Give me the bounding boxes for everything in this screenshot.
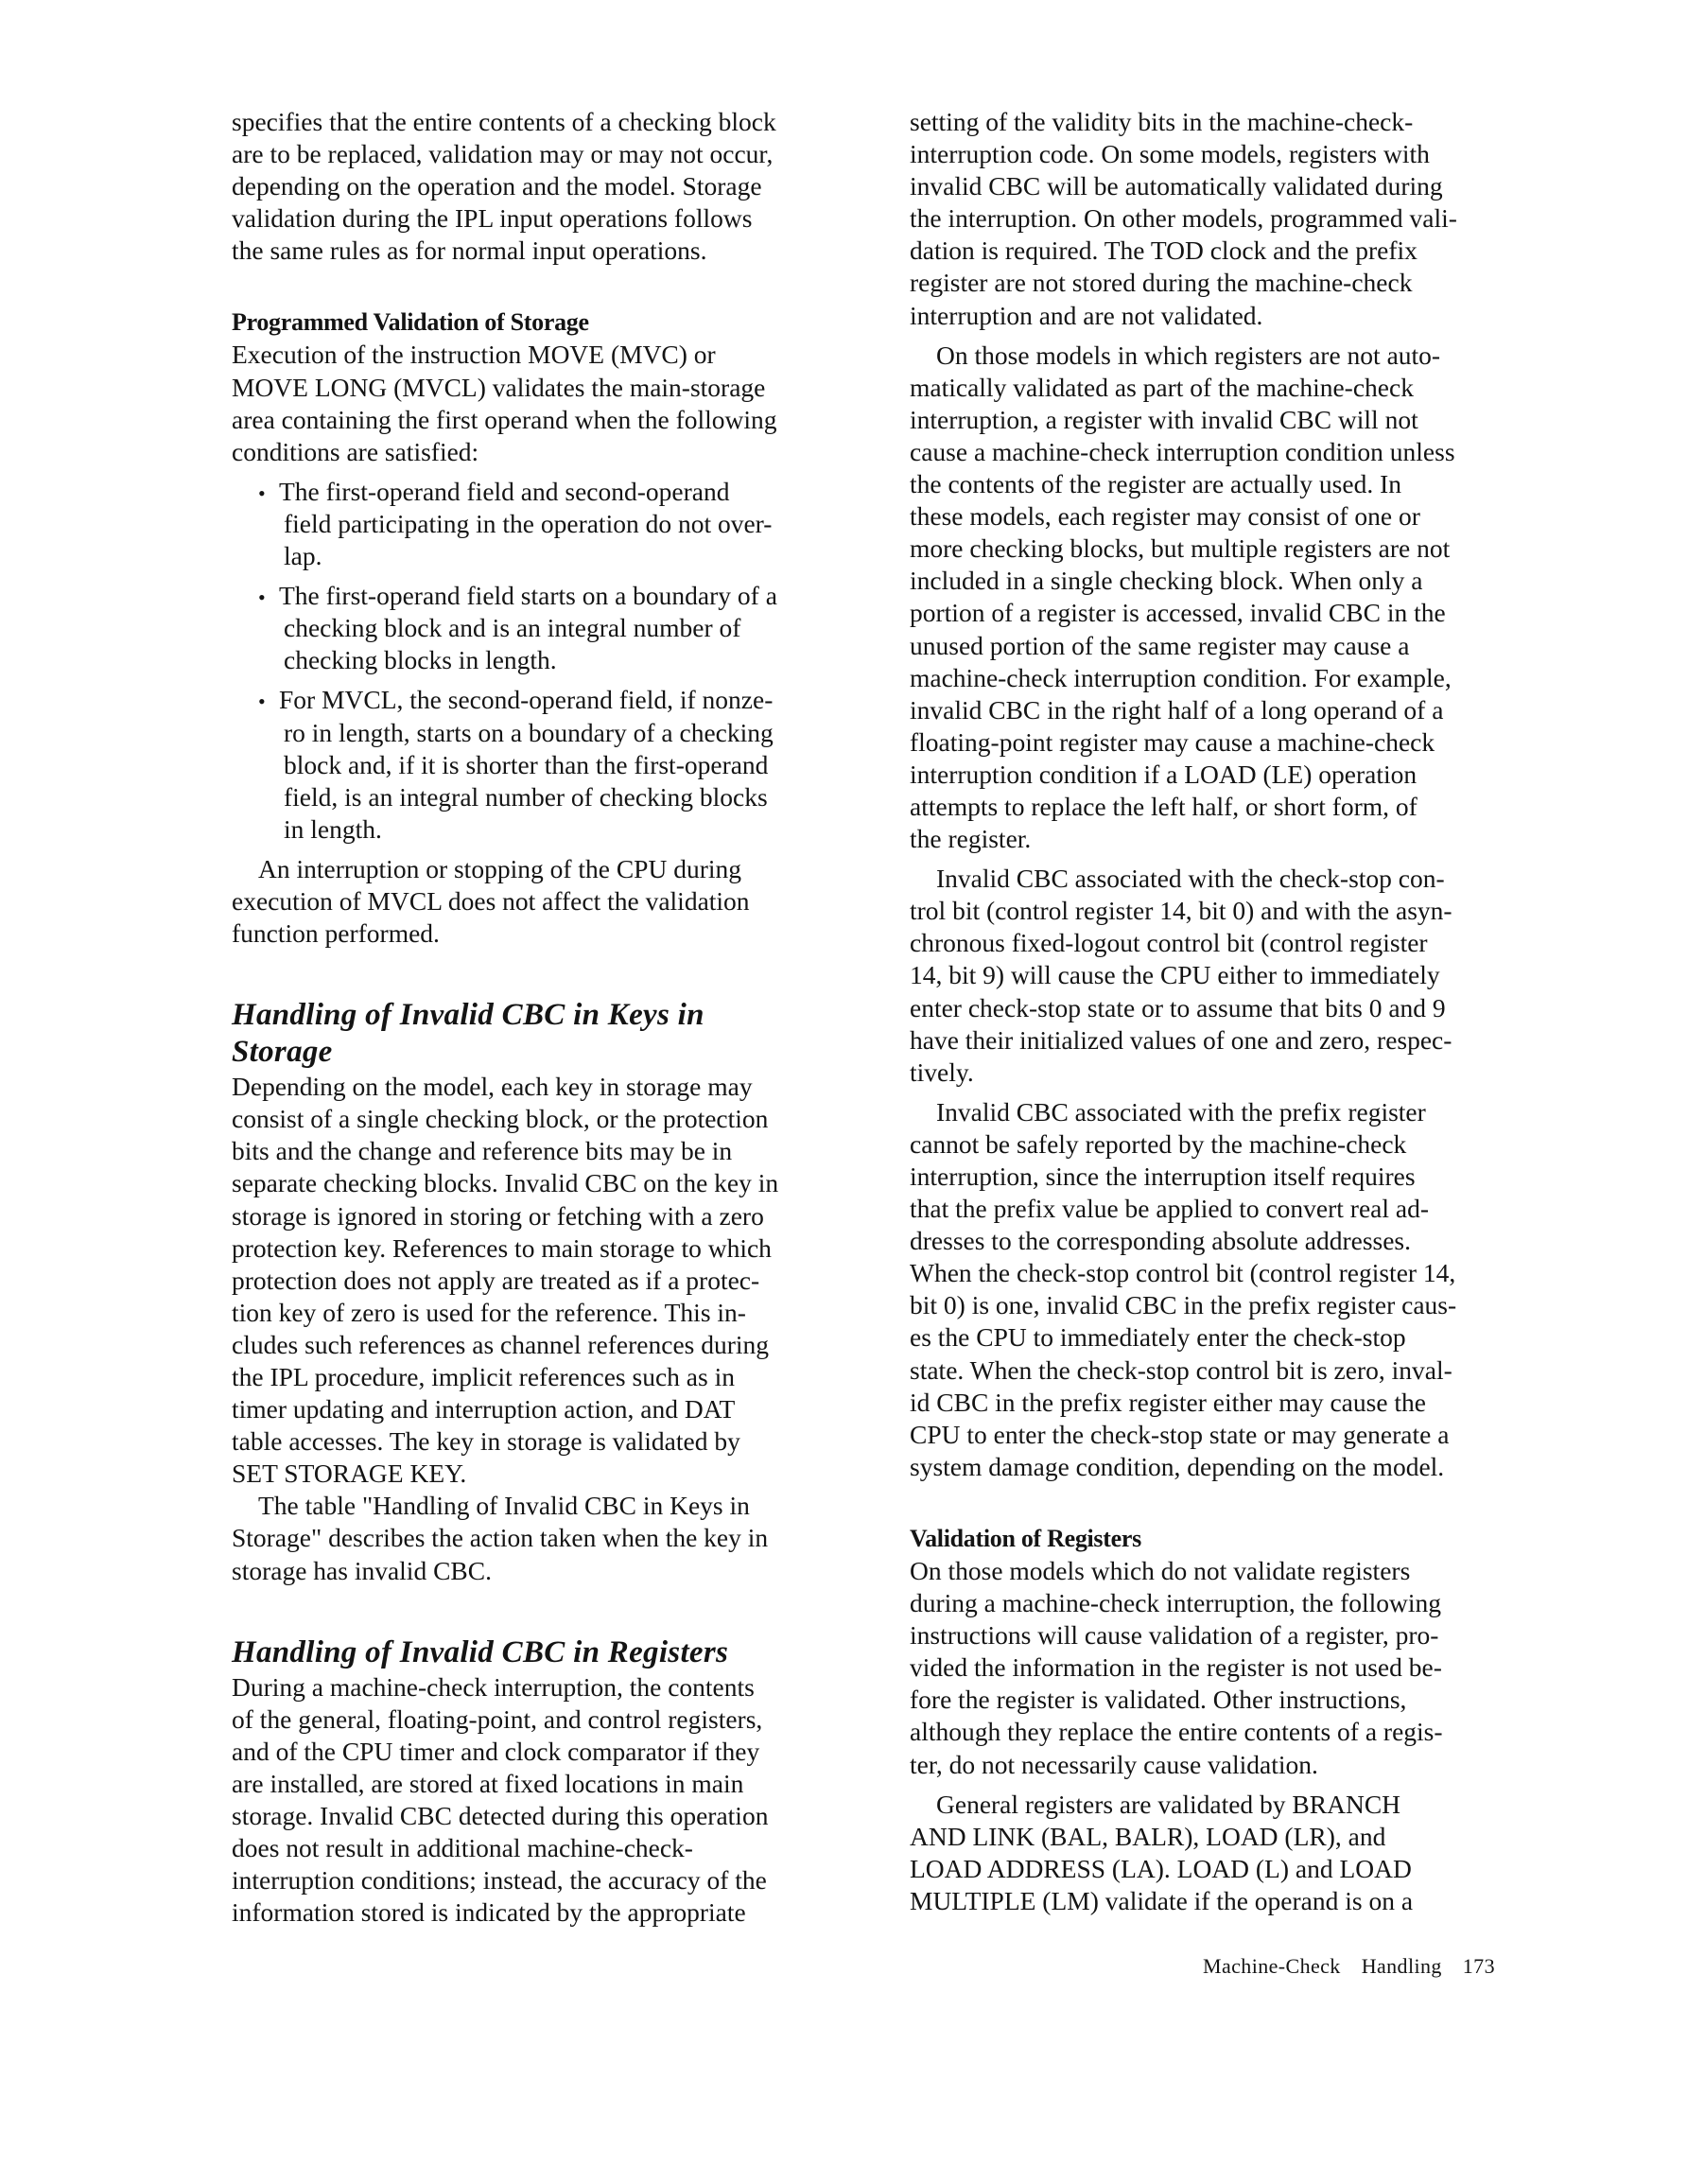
text-line: these models, each register may consist of one or bbox=[910, 501, 1420, 532]
paragraph bbox=[910, 863, 1553, 1089]
text-line: storage is ignored in storing or fetching with a zero bbox=[232, 1200, 764, 1231]
text-line: separate checking blocks. Invalid CBC on the key in bbox=[232, 1168, 779, 1198]
section-subheading: Validation of Registers bbox=[910, 1524, 1141, 1552]
text-line: On those models in which registers are not auto- bbox=[936, 340, 1441, 370]
text-line: cannot be safely reported by the machine-check bbox=[910, 1128, 1407, 1159]
text-line: the interruption. On other models, programmed vali- bbox=[910, 203, 1457, 234]
text-line: An interruption or stopping of the CPU during bbox=[258, 853, 742, 883]
bullet-item: • For MVCL, the second-operand field, if nonze- ro in length, starts on a boundary of a checking block and, if it is shorter than the first-operand field, is an integral number of checking blocks in length. bbox=[258, 685, 774, 844]
text-line: tively. bbox=[910, 1057, 974, 1087]
intro-paragraph bbox=[232, 106, 875, 267]
text-line: dation is required. The TOD clock and the prefix bbox=[910, 236, 1417, 266]
bullet-item: • The first-operand field starts on a boundary of a checking block and is an integral number of checking blocks in length. bbox=[258, 581, 777, 675]
text-line: protection key. References to main storage to which bbox=[232, 1232, 772, 1263]
text-line: interruption, a register with invalid CBC will not bbox=[910, 404, 1418, 434]
text-line: register are not stored during the machine-check bbox=[910, 268, 1413, 298]
text-line: ter, do not necessarily cause validation. bbox=[910, 1749, 1318, 1779]
text-line: When the check-stop control bit (control register 14, bbox=[910, 1258, 1456, 1288]
text-line: instructions will cause validation of a register, pro- bbox=[910, 1620, 1439, 1651]
text-line: state. When the check-stop control bit is zero, inval- bbox=[910, 1354, 1452, 1385]
registers-section bbox=[232, 1634, 875, 1930]
text-line: timer updating and interruption action, and DAT bbox=[232, 1394, 736, 1424]
text-line: more checking blocks, but multiple registers are not bbox=[910, 533, 1451, 564]
text-line: cause a machine-check interruption condition unless bbox=[910, 436, 1455, 466]
text-line: id CBC in the prefix register either may cause the bbox=[910, 1387, 1427, 1417]
keys-section bbox=[232, 997, 875, 1587]
text-line: MULTIPLE (LM) validate if the operand is on a bbox=[910, 1885, 1414, 1915]
text-line: execution of MVCL does not affect the validation bbox=[232, 885, 750, 916]
text-line: The table "Handling of Invalid CBC in Keys in bbox=[258, 1491, 750, 1521]
bullet-icon: • bbox=[258, 585, 266, 610]
text-line: fore the register is validated. Other instructions, bbox=[910, 1685, 1407, 1715]
text-line: interruption condition if a LOAD (LE) operation bbox=[910, 759, 1417, 789]
text-line: chronous fixed-logout control bit (control register bbox=[910, 928, 1428, 958]
text-line: validation during the IPL input operations follows bbox=[232, 203, 753, 234]
text-line: and of the CPU timer and clock comparator if they bbox=[232, 1736, 760, 1766]
text-line: area containing the first operand when the following bbox=[232, 404, 777, 434]
text-line: depending on the operation and the model. Storage bbox=[232, 171, 762, 201]
text-line: 14, bit 9) will cause the CPU either to immediately bbox=[910, 960, 1440, 990]
text-line: cludes such references as channel references during bbox=[232, 1329, 770, 1359]
text-line: storage. Invalid CBC detected during this operation bbox=[232, 1801, 769, 1831]
text-line: machine-check interruption condition. For example, bbox=[910, 662, 1452, 692]
text-line: the register. bbox=[910, 824, 1032, 854]
text-line: interruption, since the interruption itself requires bbox=[910, 1162, 1416, 1191]
text-line: bits and the change and reference bits may be in bbox=[232, 1136, 733, 1166]
text-line: unused portion of the same register may cause a bbox=[910, 630, 1410, 660]
bullet-icon: • bbox=[258, 690, 266, 714]
text-line: invalid CBC will be automatically validated during bbox=[910, 171, 1443, 201]
text-line: dresses to the corresponding absolute addresses. bbox=[910, 1226, 1412, 1256]
footer-chapter: Handling bbox=[1361, 1954, 1442, 1978]
left-column bbox=[232, 106, 875, 1929]
page-number: 173 bbox=[1462, 1954, 1495, 1978]
text-line: LOAD ADDRESS (LA). LOAD (L) and LOAD bbox=[910, 1853, 1412, 1883]
text-line: consist of a single checking block, or the protection bbox=[232, 1104, 769, 1134]
text-line: vided the information in the register is not used be- bbox=[910, 1652, 1442, 1683]
text-line: does not result in additional machine-check- bbox=[232, 1833, 693, 1863]
text-line: table accesses. The key in storage is validated by bbox=[232, 1426, 740, 1457]
text-line: although they replace the entire contents of a regis- bbox=[910, 1717, 1443, 1747]
text-line: es the CPU to immediately enter the check-stop bbox=[910, 1322, 1406, 1353]
text-line: storage has invalid CBC. bbox=[232, 1555, 492, 1585]
text-line: invalid CBC in the right half of a long operand of a bbox=[910, 694, 1444, 725]
text-line: attempts to replace the left half, or short form, of bbox=[910, 791, 1417, 821]
text-line: interruption and are not validated. bbox=[910, 300, 1263, 330]
text-line: setting of the validity bits in the machine-check- bbox=[910, 107, 1414, 136]
validation-registers-section bbox=[910, 1523, 1553, 1917]
text-line: Depending on the model, each key in storage may bbox=[232, 1072, 753, 1102]
paragraph bbox=[910, 340, 1553, 856]
text-line: specifies that the entire contents of a checking block bbox=[232, 107, 776, 136]
text-line: matically validated as part of the machine-check bbox=[910, 372, 1414, 402]
text-line: MOVE LONG (MVCL) validates the main-storage bbox=[232, 372, 766, 402]
section-subheading: Programmed Validation of Storage bbox=[232, 308, 589, 337]
text-line: interruption conditions; instead, the accuracy of the bbox=[232, 1865, 767, 1896]
text-line: are installed, are stored at fixed locations in main bbox=[232, 1768, 744, 1798]
text-line: During a machine-check interruption, the contents bbox=[232, 1671, 755, 1702]
text-line: have their initialized values of one and zero, respec- bbox=[910, 1024, 1452, 1055]
text-line: AND LINK (BAL, BALR), LOAD (LR), and bbox=[910, 1821, 1386, 1851]
footer-section: Machine-Check bbox=[1203, 1954, 1341, 1978]
text-line: CPU to enter the check-stop state or may generate a bbox=[910, 1419, 1450, 1449]
section-heading: Handling of Invalid CBC in Registers bbox=[232, 1634, 729, 1669]
text-line: interruption code. On some models, registers with bbox=[910, 139, 1430, 169]
text-line: the IPL procedure, implicit references such as in bbox=[232, 1362, 735, 1391]
text-line: that the prefix value be applied to convert real ad- bbox=[910, 1194, 1429, 1224]
text-line: Invalid CBC associated with the prefix register bbox=[936, 1096, 1426, 1127]
text-line: SET STORAGE KEY. bbox=[232, 1459, 467, 1489]
programmed-validation-section bbox=[232, 306, 875, 950]
text-line: included in a single checking block. When only a bbox=[910, 566, 1423, 596]
text-line: Invalid CBC associated with the check-stop con- bbox=[936, 864, 1445, 894]
text-line: floating-point register may cause a machine-check bbox=[910, 726, 1435, 757]
text-line: information stored is indicated by the appropriate bbox=[232, 1897, 746, 1928]
right-column bbox=[910, 106, 1553, 1917]
paragraph bbox=[910, 1096, 1553, 1483]
text-line: during a machine-check interruption, the following bbox=[910, 1588, 1442, 1618]
text-line: tion key of zero is used for the reference. This in- bbox=[232, 1297, 746, 1327]
bullet-list bbox=[232, 476, 875, 846]
text-line: Execution of the instruction MOVE (MVC) or bbox=[232, 340, 716, 370]
text-line: are to be replaced, validation may or may not occur, bbox=[232, 139, 774, 169]
section-heading: Handling of Invalid CBC in Keys in bbox=[232, 998, 704, 1033]
text-line: General registers are validated by BRANCH bbox=[936, 1789, 1401, 1819]
text-line: system damage condition, depending on the model. bbox=[910, 1451, 1445, 1481]
text-line: bit 0) is one, invalid CBC in the prefix register caus- bbox=[910, 1290, 1457, 1320]
bullet-icon: • bbox=[258, 480, 266, 505]
text-line: Storage" describes the action taken when the key in bbox=[232, 1523, 769, 1553]
text-line: On those models which do not validate registers bbox=[910, 1555, 1411, 1585]
text-line: trol bit (control register 14, bit 0) and with the asyn- bbox=[910, 896, 1452, 926]
text-line: enter check-stop state or to assume that bits 0 and 9 bbox=[910, 992, 1446, 1022]
text-line: the same rules as for normal input operations. bbox=[232, 236, 707, 266]
bullet-item: • The first-operand field and second-operand field participating in the operation do not over- lap. bbox=[258, 476, 773, 571]
text-line: portion of a register is accessed, invalid CBC in the bbox=[910, 598, 1446, 628]
text-line: protection does not apply are treated as if a protec- bbox=[232, 1265, 760, 1295]
text-line: conditions are satisfied: bbox=[232, 436, 479, 466]
section-heading: Storage bbox=[232, 1035, 333, 1070]
page-footer bbox=[1203, 1954, 1495, 1979]
text-line: the contents of the register are actually used. In bbox=[910, 469, 1402, 499]
text-line: function performed. bbox=[232, 918, 440, 949]
text-line: of the general, floating-point, and control registers, bbox=[232, 1704, 763, 1734]
paragraph bbox=[910, 106, 1553, 332]
